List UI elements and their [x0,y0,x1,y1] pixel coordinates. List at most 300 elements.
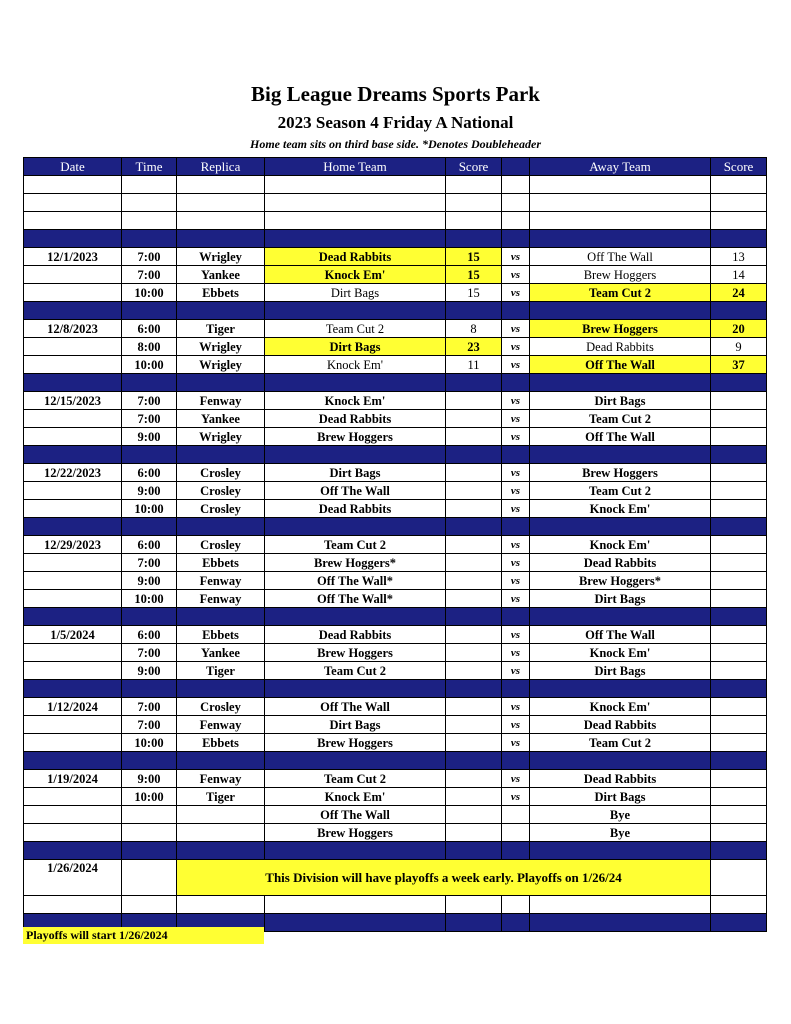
replica-cell: Ebbets [177,284,265,302]
away-score-cell [711,788,767,806]
replica-cell: Fenway [177,716,265,734]
home-score-cell: 8 [446,320,502,338]
away-team-cell: Knock Em' [530,698,711,716]
empty-cell [711,176,767,194]
band-cell [711,680,767,698]
week-separator-band [24,752,767,770]
game-row [24,338,767,356]
band-cell [502,518,530,536]
band-cell [502,914,530,932]
band-cell [122,680,177,698]
game-row [24,770,767,788]
home-score-cell [446,554,502,572]
home-score-cell [446,536,502,554]
vs-cell: vs [502,500,530,518]
date-cell [24,338,122,356]
band-cell [177,752,265,770]
game-row [24,734,767,752]
home-team-cell: Dirt Bags [265,338,446,356]
replica-cell: Yankee [177,266,265,284]
band-cell [177,446,265,464]
vs-cell: vs [502,536,530,554]
replica-cell: Tiger [177,320,265,338]
time-cell [122,824,177,842]
away-score-cell: 14 [711,266,767,284]
away-score-cell [711,536,767,554]
band-cell [502,302,530,320]
col-header-away-score: Score [711,158,767,176]
band-cell [530,608,711,626]
date-cell [24,788,122,806]
home-score-cell: 15 [446,266,502,284]
date-cell [24,284,122,302]
band-cell [265,446,446,464]
away-team-cell: Team Cut 2 [530,734,711,752]
home-team-cell: Dirt Bags [265,284,446,302]
vs-cell: vs [502,392,530,410]
away-team-cell: Knock Em' [530,536,711,554]
game-row [24,590,767,608]
game-row [24,464,767,482]
away-score-cell [711,698,767,716]
empty-cell [502,176,530,194]
vs-cell: vs [502,554,530,572]
band-cell [24,446,122,464]
away-score-cell: 13 [711,248,767,266]
home-score-cell [446,824,502,842]
away-score-cell [711,806,767,824]
home-score-cell: 11 [446,356,502,374]
schedule-table [23,157,767,932]
date-cell: 1/26/2024 [24,860,122,896]
band-cell [24,752,122,770]
band-cell [265,302,446,320]
game-row [24,392,767,410]
replica-cell: Crosley [177,500,265,518]
time-cell: 7:00 [122,698,177,716]
home-score-cell [446,464,502,482]
vs-cell: vs [502,338,530,356]
empty-cell [711,896,767,914]
game-row [24,554,767,572]
away-score-cell: 20 [711,320,767,338]
away-team-cell: Knock Em' [530,500,711,518]
replica-cell: Yankee [177,644,265,662]
band-cell [446,446,502,464]
vs-cell: vs [502,716,530,734]
band-cell [24,230,122,248]
vs-cell: vs [502,662,530,680]
home-score-cell [446,734,502,752]
home-score-cell [446,590,502,608]
home-score-cell [446,626,502,644]
band-cell [177,680,265,698]
away-team-cell: Bye [530,824,711,842]
home-score-cell [446,716,502,734]
away-team-cell: Dead Rabbits [530,770,711,788]
game-row [24,698,767,716]
home-team-cell: Off The Wall* [265,590,446,608]
vs-cell [502,824,530,842]
game-row [24,572,767,590]
empty-cell [122,896,177,914]
home-team-cell: Dead Rabbits [265,626,446,644]
away-team-cell: Knock Em' [530,644,711,662]
away-team-cell: Brew Hoggers [530,320,711,338]
band-cell [265,680,446,698]
replica-cell: Fenway [177,392,265,410]
band-cell [177,302,265,320]
page-subtitle: 2023 Season 4 Friday A National [277,113,514,132]
date-cell [24,824,122,842]
vs-cell: vs [502,320,530,338]
home-score-cell [446,644,502,662]
away-score-cell [711,410,767,428]
band-cell [446,374,502,392]
band-cell [265,752,446,770]
vs-cell: vs [502,770,530,788]
empty-cell [122,176,177,194]
home-team-cell: Knock Em' [265,392,446,410]
date-cell: 12/8/2023 [24,320,122,338]
replica-cell [177,806,265,824]
band-cell [502,230,530,248]
playoffs-footer-note: Playoffs will start 1/26/2024 [23,927,264,944]
vs-cell: vs [502,482,530,500]
time-cell: 8:00 [122,338,177,356]
empty-cell [122,194,177,212]
band-cell [711,914,767,932]
empty-cell [24,896,122,914]
band-cell [446,842,502,860]
replica-cell: Fenway [177,770,265,788]
away-score-cell [711,590,767,608]
home-team-cell: Knock Em' [265,788,446,806]
week-separator-band [24,680,767,698]
replica-cell: Tiger [177,662,265,680]
vs-cell: vs [502,626,530,644]
home-score-cell [446,806,502,824]
band-cell [265,230,446,248]
home-score-cell [446,698,502,716]
vs-cell: vs [502,248,530,266]
empty-cell [530,194,711,212]
band-cell [24,680,122,698]
away-score-cell [711,482,767,500]
band-cell [265,608,446,626]
week-separator-band [24,842,767,860]
schedule-body [24,176,767,932]
col-header-replica: Replica [177,158,265,176]
home-score-cell [446,500,502,518]
away-score-cell [711,464,767,482]
away-team-cell: Dirt Bags [530,788,711,806]
time-cell: 10:00 [122,590,177,608]
game-row [24,500,767,518]
home-team-cell: Brew Hoggers [265,824,446,842]
time-cell: 6:00 [122,464,177,482]
band-cell [177,230,265,248]
game-row [24,428,767,446]
away-team-cell: Team Cut 2 [530,410,711,428]
date-cell [24,554,122,572]
away-score-cell: 37 [711,356,767,374]
game-row [24,662,767,680]
band-cell [530,446,711,464]
home-team-cell: Team Cut 2 [265,320,446,338]
time-cell [122,860,177,896]
time-cell: 7:00 [122,266,177,284]
vs-cell: vs [502,284,530,302]
date-cell: 12/29/2023 [24,536,122,554]
band-cell [711,302,767,320]
band-cell [177,842,265,860]
home-team-cell: Brew Hoggers [265,734,446,752]
time-cell: 7:00 [122,410,177,428]
band-cell [122,608,177,626]
home-team-cell: Off The Wall [265,698,446,716]
band-cell [122,842,177,860]
away-score-cell [711,626,767,644]
game-row [24,410,767,428]
date-cell [24,806,122,824]
home-score-cell: 23 [446,338,502,356]
replica-cell: Fenway [177,590,265,608]
empty-cell [177,194,265,212]
date-cell: 12/15/2023 [24,392,122,410]
time-cell: 10:00 [122,734,177,752]
week-separator-band [24,518,767,536]
empty-cell [24,176,122,194]
time-cell: 9:00 [122,770,177,788]
away-team-cell: Brew Hoggers* [530,572,711,590]
col-header-date: Date [24,158,122,176]
empty-row [24,896,767,914]
home-team-cell: Brew Hoggers [265,428,446,446]
game-row [24,644,767,662]
home-team-cell: Brew Hoggers* [265,554,446,572]
band-cell [265,518,446,536]
home-team-cell: Knock Em' [265,356,446,374]
empty-cell [265,194,446,212]
home-team-cell: Dead Rabbits [265,500,446,518]
vs-cell: vs [502,266,530,284]
away-team-cell: Dirt Bags [530,392,711,410]
away-team-cell: Off The Wall [530,626,711,644]
time-cell: 7:00 [122,716,177,734]
away-score-cell [711,716,767,734]
game-row [24,536,767,554]
home-team-cell: Off The Wall [265,482,446,500]
date-cell [24,572,122,590]
vs-cell: vs [502,644,530,662]
time-cell: 7:00 [122,392,177,410]
away-score-cell [711,662,767,680]
band-cell [122,752,177,770]
band-cell [24,302,122,320]
page-note: Home team sits on third base side. *Denotes Doubleheader [250,137,541,151]
band-cell [446,302,502,320]
away-team-cell: Dirt Bags [530,662,711,680]
col-header-home-score: Score [446,158,502,176]
band-cell [530,914,711,932]
band-cell [24,374,122,392]
away-team-cell: Team Cut 2 [530,482,711,500]
vs-cell [502,806,530,824]
band-cell [711,518,767,536]
time-cell: 10:00 [122,284,177,302]
home-team-cell: Off The Wall [265,806,446,824]
band-cell [711,752,767,770]
vs-cell: vs [502,572,530,590]
away-score-cell [711,734,767,752]
game-row [24,824,767,842]
date-cell [24,266,122,284]
band-cell [711,374,767,392]
away-team-cell: Brew Hoggers [530,464,711,482]
replica-cell: Wrigley [177,356,265,374]
band-cell [530,374,711,392]
empty-cell [502,212,530,230]
date-cell: 12/22/2023 [24,464,122,482]
replica-cell: Wrigley [177,428,265,446]
week-separator-band [24,374,767,392]
home-team-cell: Team Cut 2 [265,536,446,554]
away-team-cell: Team Cut 2 [530,284,711,302]
band-cell [122,302,177,320]
band-cell [530,680,711,698]
band-cell [177,608,265,626]
time-cell: 6:00 [122,536,177,554]
time-cell: 10:00 [122,500,177,518]
vs-cell: vs [502,788,530,806]
band-cell [265,842,446,860]
game-row [24,284,767,302]
empty-cell [177,176,265,194]
band-cell [24,608,122,626]
vs-cell: vs [502,698,530,716]
band-cell [502,446,530,464]
date-cell [24,716,122,734]
home-score-cell [446,788,502,806]
time-cell: 7:00 [122,644,177,662]
time-cell: 7:00 [122,248,177,266]
game-row [24,248,767,266]
empty-cell [446,212,502,230]
game-row [24,266,767,284]
away-team-cell: Dead Rabbits [530,716,711,734]
col-header-home-team: Home Team [265,158,446,176]
home-team-cell: Team Cut 2 [265,770,446,788]
date-cell [24,428,122,446]
away-score-cell: 9 [711,338,767,356]
home-team-cell: Team Cut 2 [265,662,446,680]
col-header-vs [502,158,530,176]
game-row [24,356,767,374]
empty-row [24,176,767,194]
band-cell [502,680,530,698]
home-team-cell: Dead Rabbits [265,410,446,428]
empty-cell [530,176,711,194]
header-row [24,158,767,176]
time-cell: 6:00 [122,626,177,644]
away-team-cell: Off The Wall [530,428,711,446]
replica-cell: Wrigley [177,338,265,356]
vs-cell: vs [502,356,530,374]
empty-cell [265,896,446,914]
band-cell [446,608,502,626]
game-row [24,806,767,824]
game-row [24,320,767,338]
col-header-time: Time [122,158,177,176]
home-team-cell: Knock Em' [265,266,446,284]
replica-cell [177,824,265,842]
replica-cell: Wrigley [177,248,265,266]
game-row [24,482,767,500]
band-cell [502,374,530,392]
home-team-cell: Dirt Bags [265,716,446,734]
time-cell: 10:00 [122,788,177,806]
band-cell [24,842,122,860]
away-team-cell: Dead Rabbits [530,554,711,572]
playoffs-note: This Division will have playoffs a week early. Playoffs on 1/26/24 [177,860,711,896]
date-cell [24,734,122,752]
empty-cell [177,212,265,230]
date-cell [24,410,122,428]
empty-cell [265,176,446,194]
away-score-cell [711,860,767,896]
band-cell [530,230,711,248]
empty-cell [530,896,711,914]
replica-cell: Fenway [177,572,265,590]
away-team-cell: Dirt Bags [530,590,711,608]
week-separator-band [24,446,767,464]
empty-cell [122,212,177,230]
band-cell [530,752,711,770]
time-cell: 9:00 [122,482,177,500]
vs-cell: vs [502,428,530,446]
game-row [24,716,767,734]
empty-cell [24,212,122,230]
home-team-cell: Brew Hoggers [265,644,446,662]
band-cell [446,230,502,248]
empty-cell [711,212,767,230]
replica-cell: Crosley [177,482,265,500]
band-cell [711,842,767,860]
band-cell [265,914,446,932]
empty-cell [502,194,530,212]
empty-cell [446,176,502,194]
home-team-cell: Off The Wall* [265,572,446,590]
band-cell [446,752,502,770]
date-cell: 12/1/2023 [24,248,122,266]
page-title: Big League Dreams Sports Park [251,82,540,106]
band-cell [177,374,265,392]
away-team-cell: Bye [530,806,711,824]
date-cell [24,644,122,662]
band-cell [502,842,530,860]
date-cell: 1/5/2024 [24,626,122,644]
home-score-cell [446,482,502,500]
game-row [24,788,767,806]
col-header-away-team: Away Team [530,158,711,176]
date-cell [24,500,122,518]
band-cell [177,518,265,536]
away-score-cell [711,392,767,410]
date-cell [24,356,122,374]
date-cell: 1/12/2024 [24,698,122,716]
week-separator-band [24,608,767,626]
